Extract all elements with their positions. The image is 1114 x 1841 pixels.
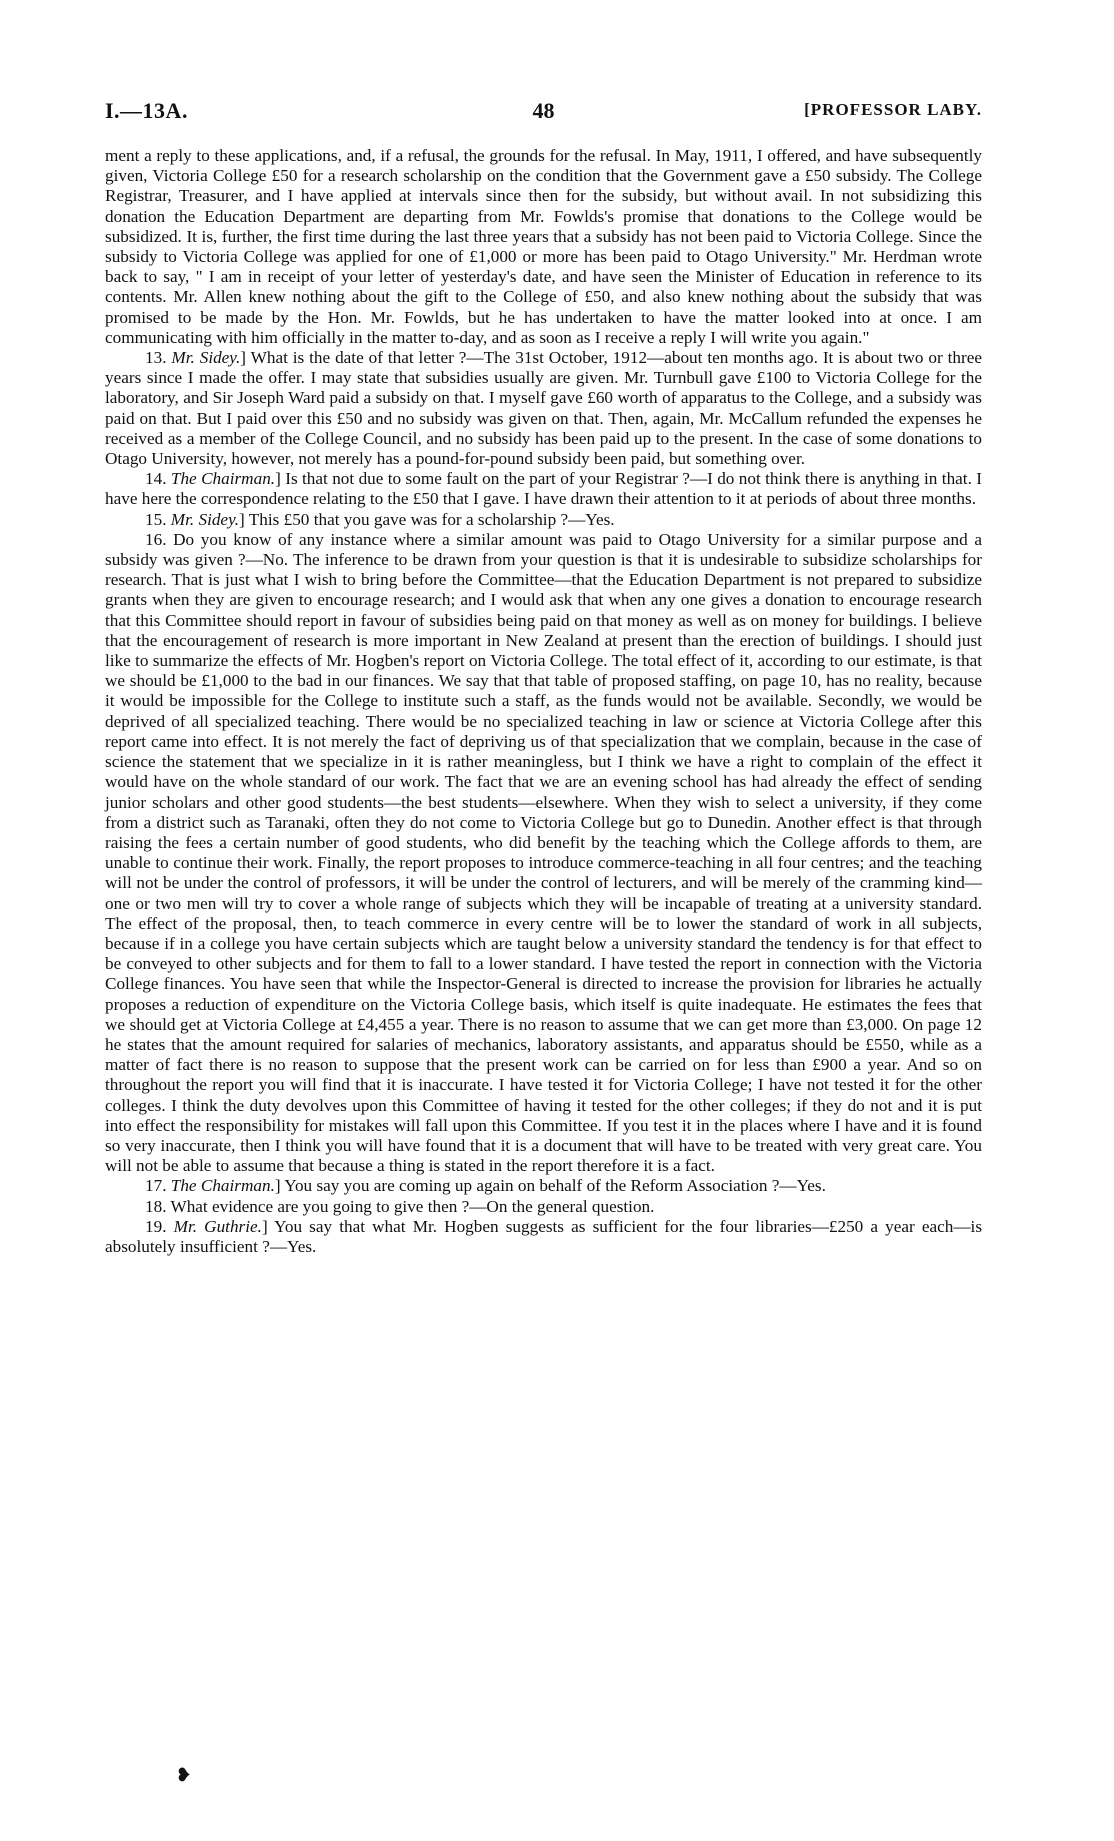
question-19: 19. Mr. Guthrie.] You say that what Mr. Hogben suggests as sufficient for the four libraries—£250 a year each—is absolutely insufficient ?—Yes. [105,1216,983,1256]
speaker-name: Mr. Guthrie. [173,1216,262,1236]
speaker-name: The Chairman. [170,469,276,489]
witness-name-header: [PROFESSOR LABY. [804,100,982,119]
printer-mark-icon: ❥ [176,1765,192,1785]
page-number: 48 [532,98,555,123]
question-17: 17. The Chairman.] You say you are coming up again on behalf of the Reform Association ?—Yes. [145,1176,826,1196]
speaker-name: Mr. Sidey. [170,509,240,529]
question-14: 14. The Chairman.] Is that not due to some fault on the part of your Registrar ?—I do not think there is anything in that. I have here the correspondence relating to the £50 that I gave. I have drawn their attention to it at periods of about three months. [105,469,982,509]
paragraph-text: This £50 that you gave was for a scholarship ?—Yes. [248,509,615,529]
speaker-name: Mr. Sidey. [171,348,241,368]
speaker-name: The Chairman. [170,1176,275,1196]
question-18 [105,1197,982,1217]
question-number: 13. [145,348,167,368]
paragraph-text: Is that not due to some fault on the part of your Registrar ?—I do not think there is anything in that. I have here the correspondence relating to the £50 that I gave. I have drawn their attention to it at periods of about three months. [105,469,982,509]
evidence-text [105,146,982,1257]
question-number: 14. [145,469,167,489]
paragraph-text: Do you know of any instance where a similar amount was paid to Otago University for a similar purpose and a subsidy was given ?—No. The inference to be drawn from your question is that it is undesirable to subsidize scholarships for research. That is just what I wish to bring before the Committee—that the Education Department is not prepared to subsidize grants when they are given to encourage research; and I would ask that when any one gives a donation to encourage research that this Committee should report in favour of subsidies being paid on that money as well as on money for buildings. I believe that the encouragement of research is more important in New Zealand at present than the erection of buildings. I should just like to summarize the effects of Mr. Hogben's report on Victoria College. The total effect of it, according to our estimate, is that we should be £1,000 to the bad in our finances. We say that that table of proposed staffing, on page 10, has no reality, because it would be impossible for the College to institute such a staff, as the funds would not be available. Secondly, we would be deprived of all specialized teaching. There would be no specialized teaching in law or science at Victoria College after this report came into effect. It is not merely the fact of depriving us of that specialization that we complain, because in the case of science the statement that we specialize in it is rather meaningless, but I think we have a right to complain of the effect it would have on the whole standard of our work. The fact that we are an evening school has had already the effect of sending junior scholars and other good students—the best students—elsewhere. When they wish to select a university, if they come from a district such as Taranaki, often they do not come to Victoria College but go to Dunedin. Another effect is that through raising the fees a certain number of good students, who did benefit by the teaching which the College affords to them, are unable to continue their work. Finally, the report proposes to introduce commerce-teaching in all four centres; and the teaching will not be under the control of professors, it will be under the control of lecturers, and will be merely of the cramming kind—one or two men will try to cover a whole range of subjects which they will be incapable of treating at a university standard. The effect of the proposal, then, to teach commerce in every centre will be to lower the standard of work in all subjects, because if in a college you have certain subjects which are taught below a university standard the tendency is for that effect to be conveyed to other subjects and for them to fall to a lower standard. I have tested the report in connection with the Victoria College finances. You have seen that while the Inspector-General is directed to increase the provision for libraries he actually proposes a reduction of expenditure on the Victoria College basis, which itself is quite inadequate. He estimates the fees that we should get at Victoria College at £4,455 a year. There is no reason to assume that we can get more than £3,000. On page 12 he states that the amount required for salaries of mechanics, laboratory assistants, and apparatus should be £550, while as a matter of fact there is no reason to suppose that the present work can be carried on for less than £900 a year. And so on throughout the report you will find that it is inaccurate. I have tested it for Victoria College; I have not tested it for the other colleges. I think the duty devolves upon this Committee of having it tested for the other colleges; if they do not and it is put into effect the responsibility for mistakes will fall upon this Committee. If you test it in the places where I have and it is found so very inaccurate, then I think you will have found that it is a document that will have to be treated with very great care. You will not be able to assume that because a thing is stated in the report therefore it is a fact. [105,529,982,1176]
paragraph-continuation [105,146,982,348]
paragraph-text: What evidence are you going to give then ?—On the general question. [170,1196,655,1216]
page-header [105,98,982,132]
paragraph-text: You say you are coming up again on behalf of the Reform Association ?—Yes. [284,1176,826,1196]
parliamentary-paper-reference: I.—13A. [105,98,188,123]
paragraph-text: What is the date of that letter ?—The 31st October, 1912—about ten months ago. It is about two or three years since I made the offer. I may state that subsidies usually are given. Mr. Turnbull gave £100 to Victoria College for the laboratory, and Sir Joseph Ward paid a subsidy on that. I myself gave £60 worth of apparatus to the College, and a subsidy was paid on that. But I paid over this £50 and no subsidy was given on that. Then, again, Mr. McCallum refunded the expenses he received as a member of the College Council, and no subsidy has been paid up to the present. In the case of some donations to Otago University, however, not merely has a pound-for-pound subsidy been paid, but something over. [105,348,983,469]
question-number: 19. [145,1216,167,1236]
question-number: 16. [145,529,167,549]
paragraph-text: You say that what Mr. Hogben suggests as sufficient for the four libraries—£250 a year each—is absolutely insufficient ?—Yes. [105,1216,983,1256]
question-13: 13. Mr. Sidey.] What is the date of that letter ?—The 31st October, 1912—about ten months ago. It is about two or three years since I made the offer. I may state that subsidies usually are given. Mr. Turnbull gave £100 to Victoria College for the laboratory, and Sir Joseph Ward paid a subsidy on that. I myself gave £60 worth of apparatus to the College, and a subsidy was paid on that. But I paid over this £50 and no subsidy was given on that. Then, again, Mr. McCallum refunded the expenses he received as a member of the College Council, and no subsidy has been paid up to the present. In the case of some donations to Otago University, however, not merely has a pound-for-pound subsidy been paid, but something over. [105,348,983,469]
question-number: 17. [145,1176,167,1196]
paragraph-text: ment a reply to these applications, and, if a refusal, the grounds for the refusal. In May, 1911, I offered, and have subsequently given, Victoria College £50 for a research scholarship on the condition that the Government gave a £50 subsidy. The College Registrar, Treasurer, and I have applied at intervals since then for the subsidy, but without avail. In not subsidizing this donation the Education Department are departing from Mr. Fowlds's promise that donations to the College would be subsidized. It is, further, the first time during the last three years that a subsidy has not been paid to Victoria College. Since the subsidy to Victoria College was applied for one of £1,000 or more has been paid to Otago University." Mr. Herdman wrote back to say, " I am in receipt of your letter of yesterday's date, and have seen the Minister of Education in reference to its contents. Mr. Allen knew nothing about the gift to the College of £50, and also knew nothing about the subsidy that was promised to be made by the Hon. Mr. Fowlds, but he has undertaken to have the matter looked into at once. I am communicating with him officially in the matter to-day, and as soon as I receive a reply I will write you again." [105,146,982,347]
question-15: 15. Mr. Sidey.] This £50 that you gave was for a scholarship ?—Yes. [145,509,615,529]
question-number: 18. [145,1196,167,1216]
question-16 [105,530,982,1177]
question-number: 15. [145,509,167,529]
